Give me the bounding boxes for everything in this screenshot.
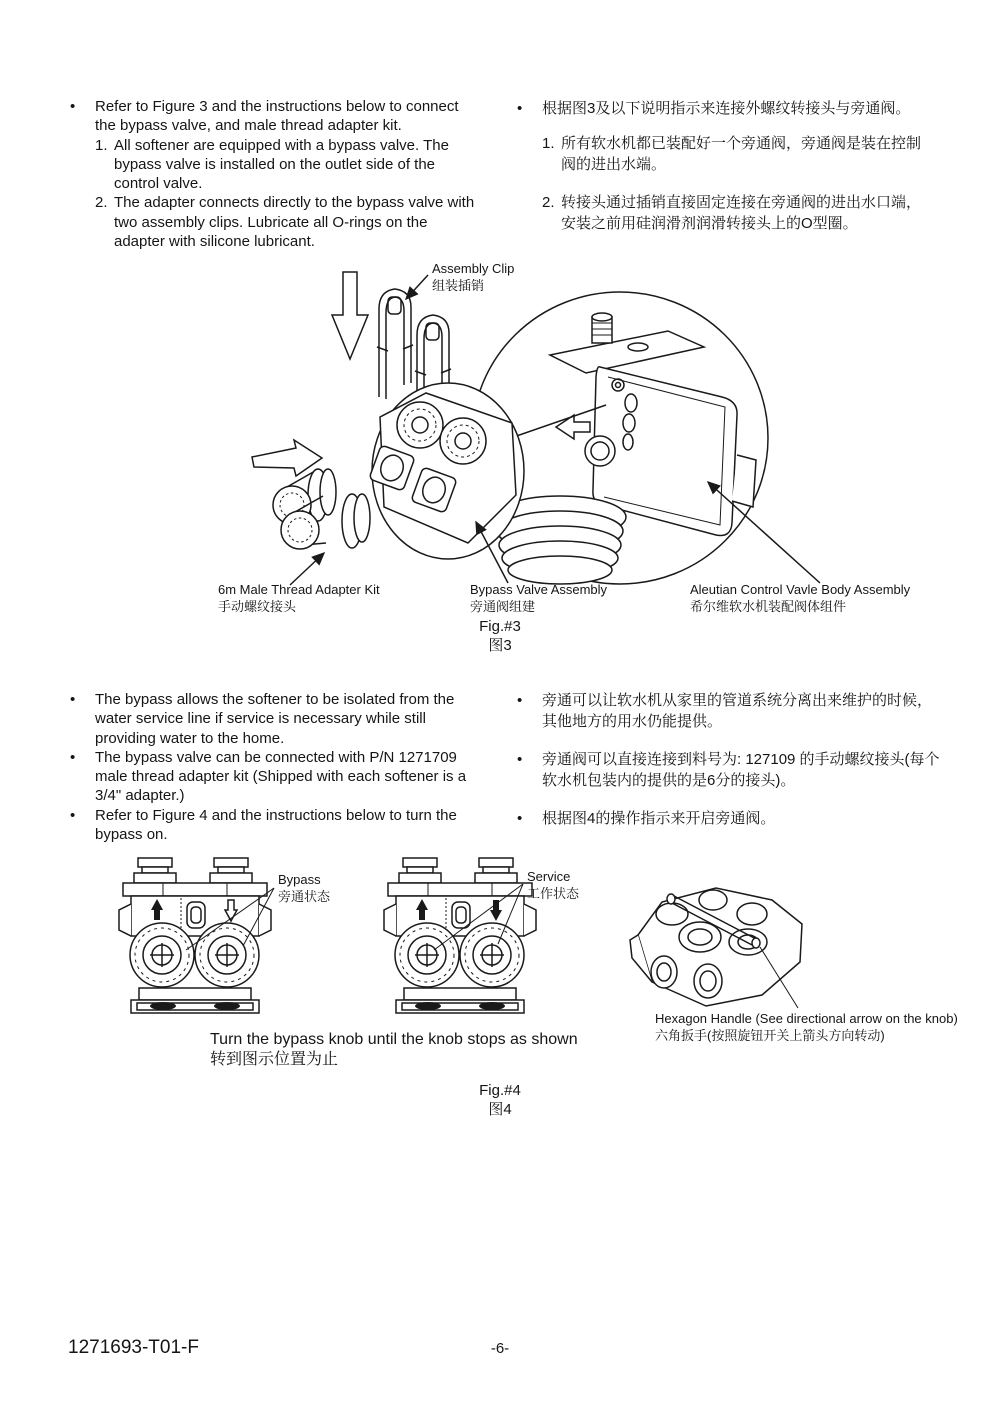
label-assembly-clip-en: Assembly Clip — [432, 261, 515, 276]
figure4-caption-zh: 图4 — [488, 1101, 512, 1118]
figure4-drawing — [0, 840, 1000, 1120]
figure3-caption — [0, 617, 1000, 655]
info-bullet: • 旁通可以让软水机从家里的管道系统分离出来维护的时候，其他地方的用水仍能提供。 — [515, 690, 940, 732]
label-bypass-assembly — [470, 582, 607, 615]
label-hexagon-handle-zh: 六角扳手(按照旋钮开关上箭头方向转动) — [655, 1027, 885, 1043]
label-control-assembly — [690, 582, 910, 615]
intro-steps-en — [68, 136, 480, 252]
step-text: The adapter connects directly to the bypass valve with two assembly clips. Lubricate all O-rings on the adapter with silicone lubricant. — [114, 194, 475, 251]
label-service-state — [527, 869, 579, 902]
intro-bullet-en: • Refer to Figure 3 and the instructions below to connect the bypass valve, and male thread adapter kit. — [68, 97, 480, 136]
step-text: 所有软水机都已装配好一个旁通阀，旁通阀是装在控制阀的进出水端。 — [561, 135, 922, 173]
step-number: 1. — [95, 136, 108, 154]
info-bullet: • The bypass valve can be connected with P/N 1271709 male thread adapter kit (Shipped with each softener is a 3/4" adapter.) — [68, 748, 480, 806]
label-bypass-assembly-zh: 旁通阀组建 — [470, 598, 536, 614]
bypass-info-en — [68, 690, 480, 844]
label-control-assembly-zh: 希尔维软水机装配阀体组件 — [690, 598, 847, 614]
figure4-instruction — [210, 1030, 578, 1070]
figure3-caption-zh: 图3 — [488, 637, 512, 654]
footer-page-number: -6- — [490, 1340, 510, 1357]
figure3-intro-zh — [515, 98, 935, 234]
step-text: 转接头通过插销直接固定连接在旁通阀的进出水口端，安装之前用硅润滑剂润滑转接头上的O型圈。 — [561, 194, 922, 232]
figure4-caption-en: Fig.#4 — [479, 1082, 521, 1099]
label-bypass-state-en: Bypass — [278, 872, 321, 887]
label-hexagon-handle — [655, 1011, 958, 1044]
figure3-caption-en: Fig.#3 — [479, 618, 521, 635]
valve-isometric-view — [630, 888, 802, 1006]
info-bullet: • 根据图4的操作指示来开启旁通阀。 — [515, 808, 940, 829]
thread-adapters — [273, 469, 370, 549]
label-bypass-state — [278, 872, 330, 905]
intro-bullet-zh: • 根据图3及以下说明指示来连接外螺纹转接头与旁通阀。 — [515, 98, 935, 119]
footer-doc-number: 1271693-T01-F — [68, 1337, 199, 1358]
step-item — [542, 192, 935, 234]
figure3-intro-en — [68, 97, 480, 251]
valve-service-position — [384, 858, 536, 1013]
label-control-assembly-en: Aleutian Control Vavle Body Assembly — [690, 582, 911, 597]
figure4-instruction-en: Turn the bypass knob until the knob stops as shown — [210, 1031, 578, 1048]
label-adapter-kit-zh: 手动螺纹接头 — [218, 598, 297, 614]
label-bypass-state-zh: 旁通状态 — [278, 888, 331, 904]
step-number: 2. — [542, 194, 555, 211]
right-arrow-icon — [252, 440, 322, 476]
step-text: All softener are equipped with a bypass valve. The bypass valve is installed on the outlet side of the control valve. — [114, 136, 449, 193]
label-adapter-kit — [218, 582, 380, 615]
label-adapter-kit-en: 6m Male Thread Adapter Kit — [218, 582, 380, 597]
label-bypass-assembly-en: Bypass Valve Assembly — [470, 582, 608, 597]
info-bullet: • The bypass allows the softener to be isolated from the water service line if service is necessary while still providing water to the home. — [68, 690, 480, 748]
info-bullet: • Refer to Figure 4 and the instructions below to turn the bypass on. — [68, 806, 480, 845]
step-item — [95, 136, 480, 194]
info-bullet: • 旁通阀可以直接连接到料号为: 127109 的手动螺纹接头(每个软水机包装内的提供的是6分的接头)。 — [515, 749, 940, 791]
label-hexagon-handle-en: Hexagon Handle (See directional arrow on the knob) — [655, 1011, 958, 1026]
label-service-state-en: Service — [527, 869, 571, 884]
label-service-state-zh: 工作状态 — [527, 885, 580, 901]
step-item — [95, 193, 480, 251]
label-assembly-clip — [432, 261, 514, 294]
label-assembly-clip-zh: 组装插销 — [432, 277, 485, 293]
down-arrow-icon — [332, 272, 368, 359]
figure4-instruction-zh: 转到图示位置为止 — [210, 1051, 339, 1068]
step-item — [542, 133, 935, 175]
step-number: 1. — [542, 135, 555, 152]
bypass-info-zh — [515, 690, 940, 829]
intro-steps-zh — [515, 133, 935, 234]
step-number: 2. — [95, 194, 108, 212]
figure4-caption — [0, 1081, 1000, 1119]
